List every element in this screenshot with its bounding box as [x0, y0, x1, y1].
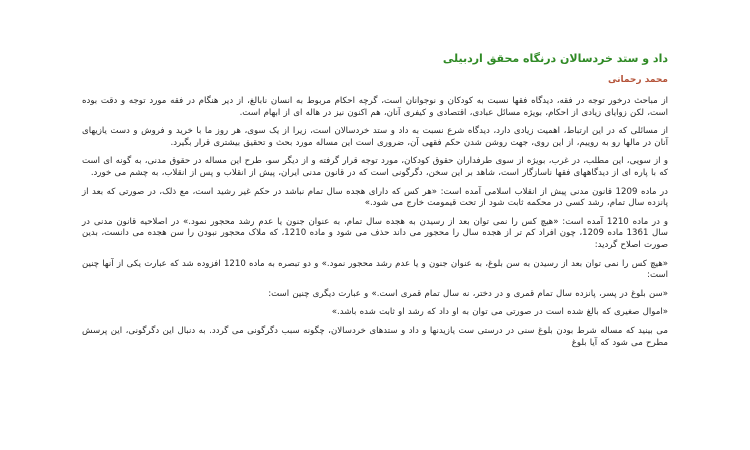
- paragraph: «سن بلوغ در پسر، پانزده سال تمام قمری و در دختر، نه سال تمام قمری است.» و عبارت دیگری چنین است:: [268, 288, 668, 299]
- paragraph: و در ماده 1210 آمده است: «هیچ کس را نمی توان بعد از رسیدن به هجده سال تمام، به عنوان جنون یا عدم رشد محجور نمود.» در اصلاحیه قانون مدنی در سال 1361 ماده 1209، چون افراد کم تر از هجده سال را محجور می داند حذف می شود و ماده 1210، که ملاک محجور نبودن را سن هجده می دانست، بدین صورت اصلاح گردید:: [82, 216, 669, 250]
- article-title: داد و ستد خردسالان درنگاه محقق اردبیلی: [442, 52, 668, 65]
- paragraph: «هیچ کس را نمی توان بعد از رسیدن به سن بلوغ، به عنوان جنون و یا عدم رشد محجور نمود.» و دو تبصره به ماده 1210 افزوده شد که عبارت یکی از آنها چنین است:: [82, 258, 668, 281]
- paragraph: و از سویی، این مطلب، در غرب، بویژه از سوی طرفداران حقوق کودکان، مورد توجه قرار گرفته و از دیگر سو، طرح این مساله در حقوق مدنی، به گونه ای است که با پاره ای از دیدگاههای فقها ناسازگار است، شاهد بر این سخن، دگرگونی است که در قانون مدنی ایران، پیش از انقلاب و پس از انقلاب، به چشم می خورد.: [82, 156, 668, 178]
- paragraph: در ماده 1209 قانون مدنی پیش از انقلاب اسلامی آمده است: «هر کس که دارای هجده سال تمام نباشد در حکم غیر رشید است، مع ذلک، در صورتی که بعد از پانزده سال تمام، رشد کسی در محکمه ثابت شود از تحت قیمومت خارج می شود.»: [82, 186, 668, 209]
- article-body: [82, 96, 668, 349]
- author-name: محمد رحمانی: [608, 75, 668, 85]
- paragraph: از مسائلی که در این ارتباط، اهمیت زیادی دارد، دیدگاه شرع نسبت به داد و ستد خردسالان است، زیرا از یک سوی، هر روز ما با خرید و فروش و دست یازیهای آنان در مالها رو به روییم، از این روی، جهت روشن شدن حکم فقهی آن، ضروری است این مساله مورد بحث و تحقیق بیشتری قرار بگیرد.: [82, 126, 668, 148]
- paragraph: از مباحث درخور توجه در فقه، دیدگاه فقها نسبت به کودکان و نوجوانان است، گرچه احکام مربوط به انسان نابالغ، از دیر هنگام در فقه مورد توجه و دقت بوده است، لکن زوایای زیادی از احکام، بویژه مسائل عبادی، اقتصادی و کیفری آنان، هم اکنون نیز در هاله ای از ابهام است.: [82, 96, 668, 118]
- paragraph: «اموال صغیری که بالغ شده است در صورتی می توان به او داد که رشد او ثابت شده باشد.»: [331, 307, 668, 318]
- paragraph: می بینید که مساله شرط بودن بلوغ سنی در درستی ست یازیدنها و داد و ستدهای خردسالان، چگونه سبب دگرگونی می گردد. به دنبال این دگرگونی، این پرسش مطرح می شود که آیا بلوغ: [82, 325, 668, 348]
